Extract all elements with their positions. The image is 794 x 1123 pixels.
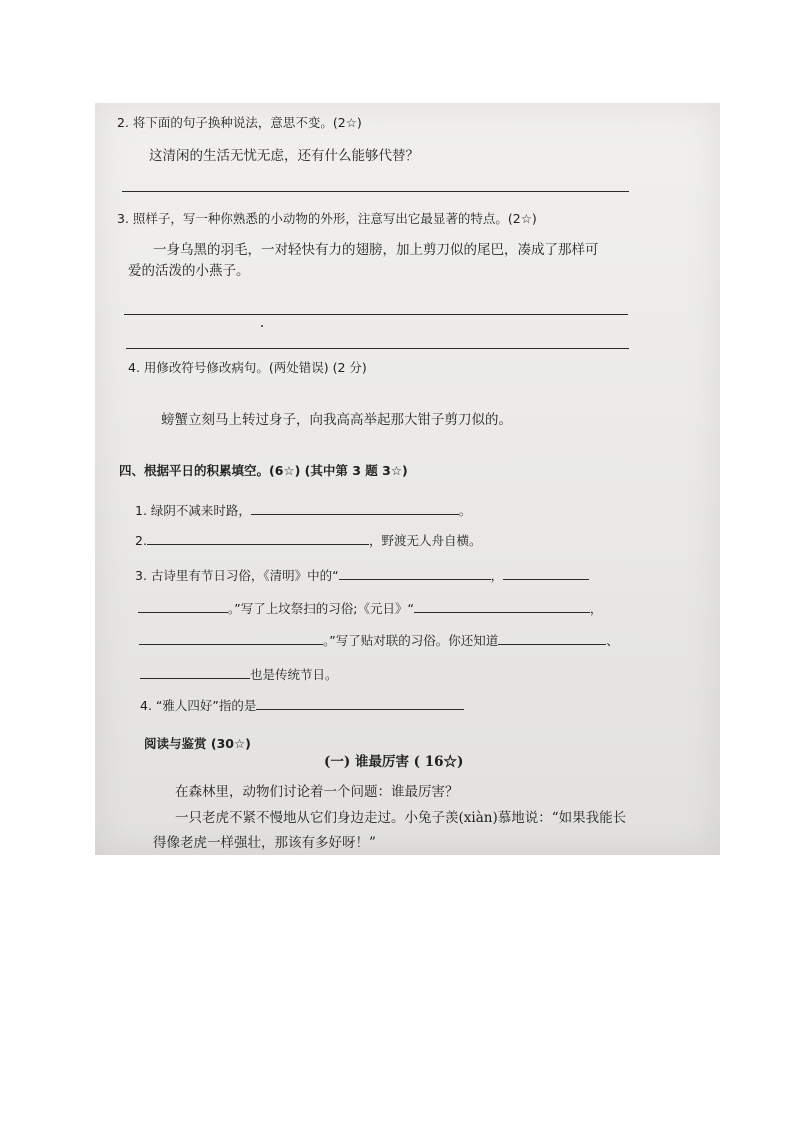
section4-item1	[135, 500, 471, 520]
section4-item3-line1	[135, 565, 589, 585]
q2-answer-line	[122, 191, 629, 192]
reading-title: 阅读与鉴赏 (30☆)	[144, 736, 251, 751]
item3-line1-prefix: 3. 古诗里有节日习俗，《清明》中的“	[135, 568, 339, 583]
item1-suffix: 。	[458, 503, 472, 518]
q4-sentence: 螃蟹立刻马上转过身子，向我高高举起那大钳子剪刀似的。	[161, 412, 512, 428]
item3-line3-mid: 。”写了贴对联的习俗。你还知道	[323, 633, 499, 648]
passage-para2-line1: 一只老虎不紧不慢地从它们身边走过。小兔子羡(xiàn)慕地说：“如果我能长	[175, 810, 627, 826]
section4-item3-line2	[138, 598, 602, 618]
passage-title: (一) 谁最厉害 ( 16☆)	[324, 754, 464, 770]
q3-answer-line-1	[124, 314, 628, 315]
item3-line2-mid: 。”写了上坟祭扫的习俗;《元日》“	[228, 601, 414, 616]
item2-prefix: 2.	[135, 533, 147, 548]
passage-para1: 在森林里，动物们讨论着一个问题：谁最厉害？	[175, 784, 459, 800]
item2-blank[interactable]	[147, 530, 369, 545]
section4-item3-line4	[140, 664, 338, 684]
item3-blank-5[interactable]	[139, 630, 323, 645]
item2-suffix: ，野渡无人舟自横。	[368, 533, 482, 548]
item3-blank-6[interactable]	[498, 630, 606, 645]
item3-blank-4[interactable]	[414, 598, 590, 613]
item3-line4-end: 也是传统节日。	[250, 667, 338, 682]
q2-sentence: 这清闲的生活无忧无虑，还有什么能够代替？	[149, 148, 419, 164]
q3-example-line1: 一身乌黑的羽毛，一对轻快有力的翅膀，加上剪刀似的尾巴，凑成了那样可	[153, 242, 599, 258]
worksheet-photo	[95, 103, 720, 855]
ink-dot	[261, 325, 263, 327]
passage-para2-line2: 得像老虎一样强壮，那该有多好呀！”	[153, 835, 376, 851]
item4-prefix: 4. “雅人四好”指的是	[140, 698, 257, 713]
item3-blank-2[interactable]	[503, 565, 589, 580]
item3-blank-3[interactable]	[138, 598, 228, 613]
section4-item2	[135, 530, 481, 550]
item3-line1-mid: ，	[490, 568, 504, 583]
item3-line2-end: ，	[589, 601, 603, 616]
section4-title: 四、根据平日的积累填空。(6☆) (其中第 3 题 3☆)	[119, 463, 408, 478]
item1-blank[interactable]	[251, 500, 459, 515]
q2-title: 2. 将下面的句子换种说法，意思不变。(2☆)	[117, 115, 362, 130]
item3-blank-7[interactable]	[140, 664, 250, 679]
q3-example-line2: 爱的活泼的小燕子。	[128, 263, 250, 279]
section4-item3-line3	[139, 630, 619, 650]
item3-line3-end: 、	[606, 633, 619, 648]
q3-title: 3. 照样子，写一种你熟悉的小动物的外形，注意写出它最显著的特点。(2☆)	[117, 211, 537, 226]
section4-item4	[140, 695, 464, 715]
q4-title: 4. 用修改符号修改病句。(两处错误) (2 分)	[128, 360, 367, 375]
q3-answer-line-2	[126, 348, 629, 349]
item4-blank[interactable]	[256, 695, 464, 710]
item1-prefix: 1. 绿阴不减来时路，	[135, 503, 251, 518]
item3-blank-1[interactable]	[339, 565, 491, 580]
